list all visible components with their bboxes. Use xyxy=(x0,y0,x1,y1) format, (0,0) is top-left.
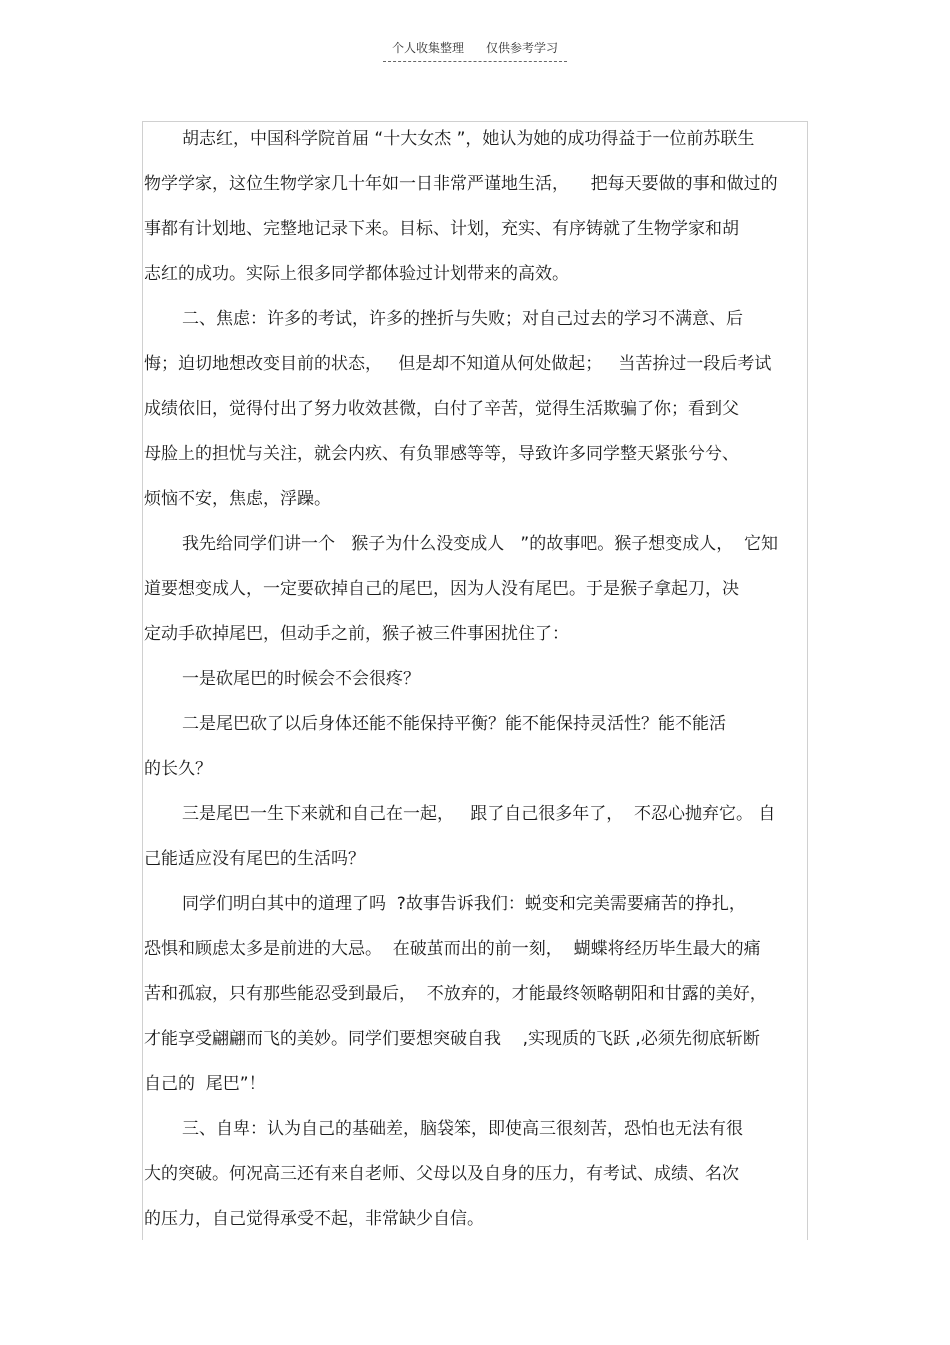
text-line: 我先给同学们讲一个 猴子为什么没变成人 ”的故事吧。猴子想变成人， 它知 xyxy=(182,534,779,554)
header-left-text: 个人收集整理 xyxy=(391,41,464,55)
text-line: 志红的成功。实际上很多同学都体验过计划带来的高效。 xyxy=(144,264,569,284)
text-line: 的压力，自己觉得承受不起，非常缺少自信。 xyxy=(144,1209,484,1229)
text-line: 大的突破。何况高三还有来自老师、父母以及自身的压力，有考试、成绩、名次 xyxy=(144,1164,739,1184)
text-line: 烦恼不安，焦虑，浮躁。 xyxy=(144,489,331,509)
text-line: 胡志红，中国科学院首届 “十大女杰 ”，她认为她的成功得益于一位前苏联生 xyxy=(182,129,755,149)
text-line: 母脸上的担忧与关注，就会内疚、有负罪感等等，导致许多同学整天紧张兮兮、 xyxy=(144,444,739,464)
text-line: 苦和孤寂，只有那些能忍受到最后， 不放弃的，才能最终领略朝阳和甘露的美好， xyxy=(144,984,767,1004)
text-line: 二是尾巴砍了以后身体还能不能保持平衡？能不能保持灵活性？能不能活 xyxy=(182,714,726,734)
text-line: 同学们明白其中的道理了吗 ?故事告诉我们：蜕变和完美需要痛苦的挣扎， xyxy=(182,894,746,914)
text-line: 道要想变成人，一定要砍掉自己的尾巴，因为人没有尾巴。于是猴子拿起刀，决 xyxy=(144,579,739,599)
text-line: 悔；迫切地想改变目前的状态， 但是却不知道从何处做起； 当苦拚过一段后考试 xyxy=(144,354,772,374)
text-line: 自己的 尾巴”！ xyxy=(144,1074,266,1094)
text-line: 一是砍尾巴的时候会不会很疼？ xyxy=(182,669,420,689)
text-line: 恐惧和顾虑太多是前进的大忌。 在破茧而出的前一刻， 蝴蝶将经历毕生最大的痛 xyxy=(144,939,761,959)
text-line: 事都有计划地、完整地记录下来。目标、计划，充实、有序铸就了生物学家和胡 xyxy=(144,219,739,239)
page-header xyxy=(383,39,567,62)
text-line: 二、焦虑：许多的考试，许多的挫折与失败；对自己过去的学习不满意、后 xyxy=(182,309,743,329)
text-line: 定动手砍掉尾巴，但动手之前，猴子被三件事困扰住了： xyxy=(144,624,569,644)
text-line: 物学学家，这位生物学家几十年如一日非常严谨地生活， 把每天要做的事和做过的 xyxy=(144,174,778,194)
text-line: 的长久？ xyxy=(144,759,212,779)
text-line: 才能享受翩翩而飞的美妙。同学们要想突破自我 ,实现质的飞跃 ,必须先彻底斩断 xyxy=(144,1029,760,1049)
text-line: 三是尾巴一生下来就和自己在一起， 跟了自己很多年了， 不忍心抛弃它。 自 xyxy=(182,804,776,824)
text-line: 成绩依旧，觉得付出了努力收效甚微，白付了辛苦，觉得生活欺骗了你；看到父 xyxy=(144,399,739,419)
text-line: 己能适应没有尾巴的生活吗？ xyxy=(144,849,365,869)
text-line: 三、自卑：认为自己的基础差，脑袋笨，即使高三很刻苦，恐怕也无法有很 xyxy=(182,1119,743,1139)
header-right-text: 仅供参考学习 xyxy=(486,41,559,55)
